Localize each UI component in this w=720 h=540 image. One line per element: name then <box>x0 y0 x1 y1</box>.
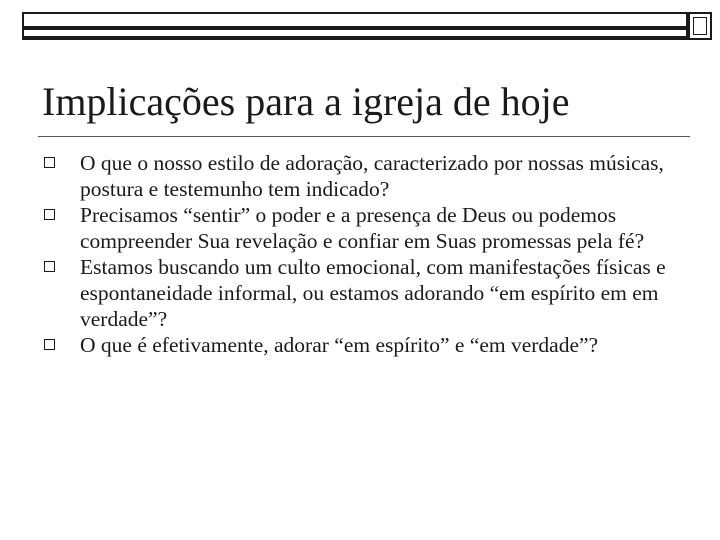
bullet-text: Estamos buscando um culto emocional, com manifestações físicas e espontaneidade informal, ou estamos adorando “em espírito em em verdade”? <box>80 255 666 331</box>
bullet-list <box>44 150 684 358</box>
bullet-item <box>44 202 684 254</box>
top-decoration <box>22 12 712 42</box>
decorative-square <box>688 12 712 40</box>
square-bullet-icon <box>44 209 55 220</box>
slide-title: Implicações para a igreja de hoje <box>42 79 570 124</box>
square-bullet-icon <box>44 339 55 350</box>
bullet-item <box>44 254 684 332</box>
decorative-bar <box>22 12 688 40</box>
bullet-text: O que o nosso estilo de adoração, caracterizado por nossas músicas, postura e testemunho tem indicado? <box>80 151 664 201</box>
square-bullet-icon <box>44 157 55 168</box>
bullet-text: O que é efetivamente, adorar “em espírito” e “em verdade”? <box>80 333 599 357</box>
bullet-text: Precisamos “sentir” o poder e a presença de Deus ou podemos compreender Sua revelação e confiar em Suas promessas pela fé? <box>80 203 645 253</box>
square-bullet-icon <box>44 261 55 272</box>
bullet-item <box>44 150 684 202</box>
bullet-item <box>44 332 684 358</box>
title-divider <box>38 136 690 137</box>
